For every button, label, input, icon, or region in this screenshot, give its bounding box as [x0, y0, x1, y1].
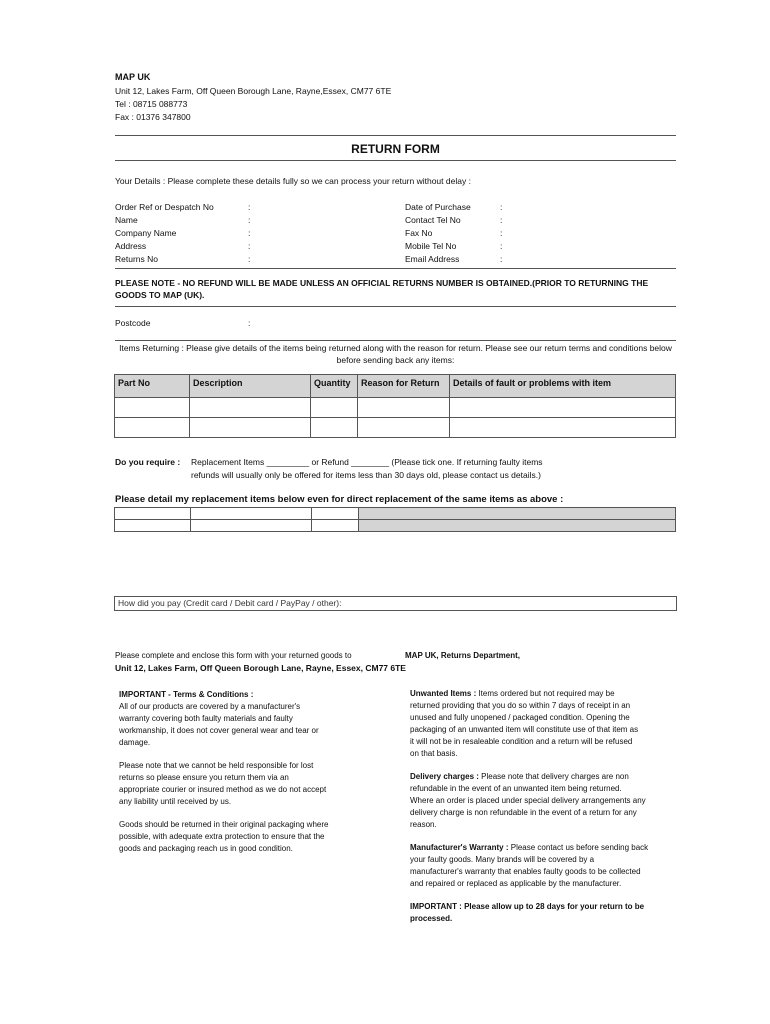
terms-line: on that basis.	[410, 749, 458, 758]
terms-line: returned providing that you do so within 7 days of receipt in an	[410, 701, 631, 710]
quantity-cell[interactable]	[311, 398, 358, 418]
payment-method-label: How did you pay (Credit card / Debit card / PayPay / other):	[118, 598, 342, 608]
terms-line: IMPORTANT : Please allow up to 28 days for your return to be	[410, 902, 645, 911]
divider	[115, 340, 676, 341]
replacement-cell[interactable]	[191, 508, 312, 520]
unwanted-title: Unwanted Items :	[410, 689, 477, 698]
part-no-cell[interactable]	[115, 418, 190, 438]
field-colon: :	[248, 254, 251, 264]
description-cell[interactable]	[190, 418, 311, 438]
payment-method-field[interactable]	[114, 596, 677, 611]
col-description: Description	[190, 375, 311, 398]
field-label: Contact Tel No	[405, 215, 461, 225]
returns-department: MAP UK, Returns Department,	[405, 651, 520, 660]
terms-line: returns so please ensure you return them via an	[119, 773, 289, 782]
description-cell[interactable]	[190, 398, 311, 418]
field-label: Email Address	[405, 254, 460, 264]
terms-line: manufacturer's warranty that enables faulty goods to be collected	[410, 867, 641, 876]
terms-right	[410, 688, 680, 925]
terms-line: it will not be in resaleable condition and a return will be refused	[410, 737, 633, 746]
terms-line: unused and fully unopened / packaged condition. Opening the	[410, 713, 630, 722]
field-colon: :	[500, 228, 503, 238]
terms-left	[119, 689, 379, 855]
divider	[115, 306, 676, 307]
col-part-no: Part No	[115, 375, 190, 398]
your-details-intro: Your Details : Please complete these details fully so we can process your return without delay :	[115, 176, 471, 186]
enclose-address: Unit 12, Lakes Farm, Off Queen Borough Lane, Rayne, Essex, CM77 6TE	[115, 663, 406, 673]
terms-line: and repaired or replaced as applicable by the manufacturer.	[410, 879, 622, 888]
table-row[interactable]	[115, 520, 676, 532]
replacement-cell[interactable]	[312, 520, 359, 532]
field-label: Fax No	[405, 228, 433, 238]
table-row[interactable]	[115, 398, 676, 418]
replacement-table	[114, 507, 676, 532]
company-address: Unit 12, Lakes Farm, Off Queen Borough Lane, Rayne,Essex, CM77 6TE	[115, 86, 392, 96]
postcode-colon: :	[248, 318, 251, 328]
field-colon: :	[500, 202, 503, 212]
details-cell[interactable]	[450, 398, 676, 418]
terms-line: All of our products are covered by a manufacturer's	[119, 702, 301, 711]
terms-paragraph	[119, 760, 379, 808]
terms-line: reason.	[410, 820, 437, 829]
replacement-cell[interactable]	[115, 508, 191, 520]
company-fax: Fax : 01376 347800	[115, 112, 191, 122]
terms-paragraph	[119, 819, 379, 855]
field-label: Company Name	[115, 228, 177, 238]
field-colon: :	[248, 202, 251, 212]
field-colon: :	[500, 241, 503, 251]
field-colon: :	[500, 215, 503, 225]
col-reason: Reason for Return	[358, 375, 450, 398]
field-colon: :	[248, 228, 251, 238]
terms-line: processed.	[410, 914, 453, 923]
terms-line: Please note that delivery charges are non	[478, 772, 629, 781]
divider	[115, 268, 676, 269]
col-quantity: Quantity	[311, 375, 358, 398]
terms-line: goods and packaging reach us in good condition.	[119, 844, 293, 853]
terms-line: Please note that we cannot be held responsible for lost	[119, 761, 314, 770]
require-line2: refunds will usually only be offered for items less than 30 days old, please contact us details.)	[191, 470, 541, 480]
table-header-row	[115, 375, 676, 398]
warranty-section	[410, 842, 680, 890]
terms-line: refundable in the event of an unwanted item being returned.	[410, 784, 622, 793]
refund-note: PLEASE NOTE - NO REFUND WILL BE MADE UNLESS AN OFFICIAL RETURNS NUMBER IS OBTAINED.(PRIOR TO RETURNING THE GOODS TO MAP (UK).	[115, 278, 649, 300]
terms-line: Goods should be returned in their original packaging where	[119, 820, 329, 829]
field-label: Order Ref or Despatch No	[115, 202, 214, 212]
replacement-cell[interactable]	[115, 520, 191, 532]
divider	[115, 135, 676, 136]
col-details: Details of fault or problems with item	[450, 375, 676, 398]
terms-line: possible, with adequate extra protection to ensure that the	[119, 832, 325, 841]
postcode-label: Postcode	[115, 318, 151, 328]
field-label: Name	[115, 215, 138, 225]
delivery-charges-section	[410, 771, 680, 831]
part-no-cell[interactable]	[115, 398, 190, 418]
delivery-title: Delivery charges :	[410, 772, 479, 781]
terms-line: delivery charge is non refundable in the event of a return for any	[410, 808, 637, 817]
details-cell[interactable]	[450, 418, 676, 438]
terms-line: warranty covering both faulty materials and faulty	[119, 714, 293, 723]
field-label: Date of Purchase	[405, 202, 471, 212]
terms-line: any liability until received by us.	[119, 797, 232, 806]
terms-line: Please contact us before sending back	[508, 843, 649, 852]
company-tel: Tel : 08715 088773	[115, 99, 188, 109]
terms-heading: IMPORTANT - Terms & Conditions :	[119, 690, 254, 699]
reason-cell[interactable]	[358, 398, 450, 418]
replacement-cell[interactable]	[312, 508, 359, 520]
processing-time-note	[410, 901, 680, 925]
replacement-cell[interactable]	[359, 520, 676, 532]
warranty-title: Manufacturer's Warranty :	[410, 843, 509, 852]
terms-line: damage.	[119, 738, 151, 747]
field-label: Address	[115, 241, 147, 251]
replacement-heading: Please detail my replacement items below even for direct replacement of the same items as above :	[115, 494, 564, 505]
field-colon: :	[248, 241, 251, 251]
field-label: Returns No	[115, 254, 158, 264]
field-colon: :	[248, 215, 251, 225]
items-table	[114, 374, 676, 438]
require-line1: Replacement Items _________ or Refund ________ (Please tick one. If returning faulty items	[191, 457, 543, 467]
quantity-cell[interactable]	[311, 418, 358, 438]
field-label: Mobile Tel No	[405, 241, 457, 251]
unwanted-items-section	[410, 688, 680, 760]
terms-paragraph	[119, 701, 379, 749]
terms-line: workmanship, it does not cover general wear and tear or	[119, 726, 319, 735]
reason-cell[interactable]	[358, 418, 450, 438]
field-colon: :	[500, 254, 503, 264]
table-row[interactable]	[115, 508, 676, 520]
divider	[115, 160, 676, 161]
terms-line: appropriate courier or insured method as we do not accept	[119, 785, 327, 794]
terms-line: packaging of an unwanted item will constitute use of that item as	[410, 725, 639, 734]
require-label: Do you require :	[115, 457, 181, 467]
replacement-cell[interactable]	[191, 520, 312, 532]
replacement-cell[interactable]	[359, 508, 676, 520]
terms-line: Items ordered but not required may be	[476, 689, 615, 698]
terms-line: your faulty goods. Many brands will be covered by a	[410, 855, 595, 864]
items-returning-intro: Items Returning : Please give details of the items being returned along with the reason for return. Please see our return terms and conditions below before sending back any items:	[119, 343, 672, 365]
terms-line: Where an order is placed under special delivery arrangements any	[410, 796, 646, 805]
enclose-label: Please complete and enclose this form with your returned goods to	[115, 651, 352, 660]
table-row[interactable]	[115, 418, 676, 438]
company-name: MAP UK	[115, 72, 151, 82]
form-title: RETURN FORM	[351, 142, 440, 156]
